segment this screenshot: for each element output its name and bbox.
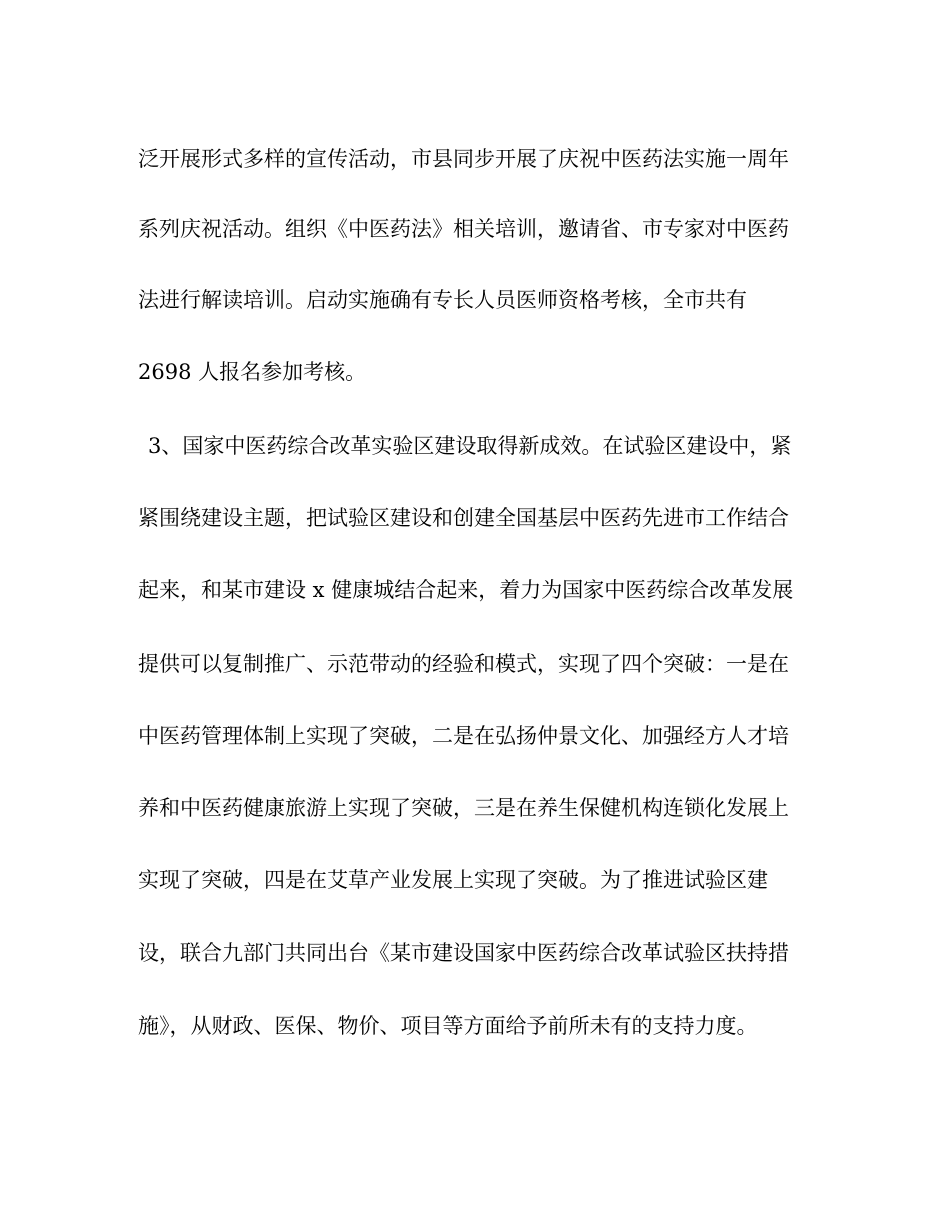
text-line: 3、国家中医药综合改革实验区建设取得新成效。在试验区建设中，紧 bbox=[148, 434, 792, 458]
text-line: 实现了突破，四是在艾草产业发展上实现了突破。为了推进试验区建 bbox=[138, 868, 768, 892]
text-line: 2698 人报名参加考核。 bbox=[138, 360, 367, 384]
text-line: 施》，从财政、医保、物价、项目等方面给予前所未有的支持力度。 bbox=[138, 1014, 758, 1038]
text-line: 紧围绕建设主题，把试验区建设和创建全国基层中医药先进市工作结合 bbox=[138, 506, 789, 530]
text-line: 起来，和某市建设 x 健康城结合起来，着力为国家中医药综合改革发展 bbox=[138, 578, 794, 602]
text-line: 系列庆祝活动。组织《中医药法》相关培训，邀请省、市专家对中医药 bbox=[138, 217, 789, 241]
text-line: 法进行解读培训。启动实施确有专长人员医师资格考核，全市共有 bbox=[138, 288, 747, 312]
text-line: 设，联合九部门共同出台《某市建设国家中医药综合改革试验区扶持措 bbox=[138, 941, 789, 965]
text-line: 提供可以复制推广、示范带动的经验和模式，实现了四个突破：一是在 bbox=[138, 652, 789, 676]
text-line: 泛开展形式多样的宣传活动，市县同步开展了庆祝中医药法实施一周年 bbox=[138, 147, 789, 171]
text-line: 中医药管理体制上实现了突破，二是在弘扬仲景文化、加强经方人才培 bbox=[138, 724, 789, 748]
text-line: 养和中医药健康旅游上实现了突破，三是在养生保健机构连锁化发展上 bbox=[138, 796, 789, 820]
